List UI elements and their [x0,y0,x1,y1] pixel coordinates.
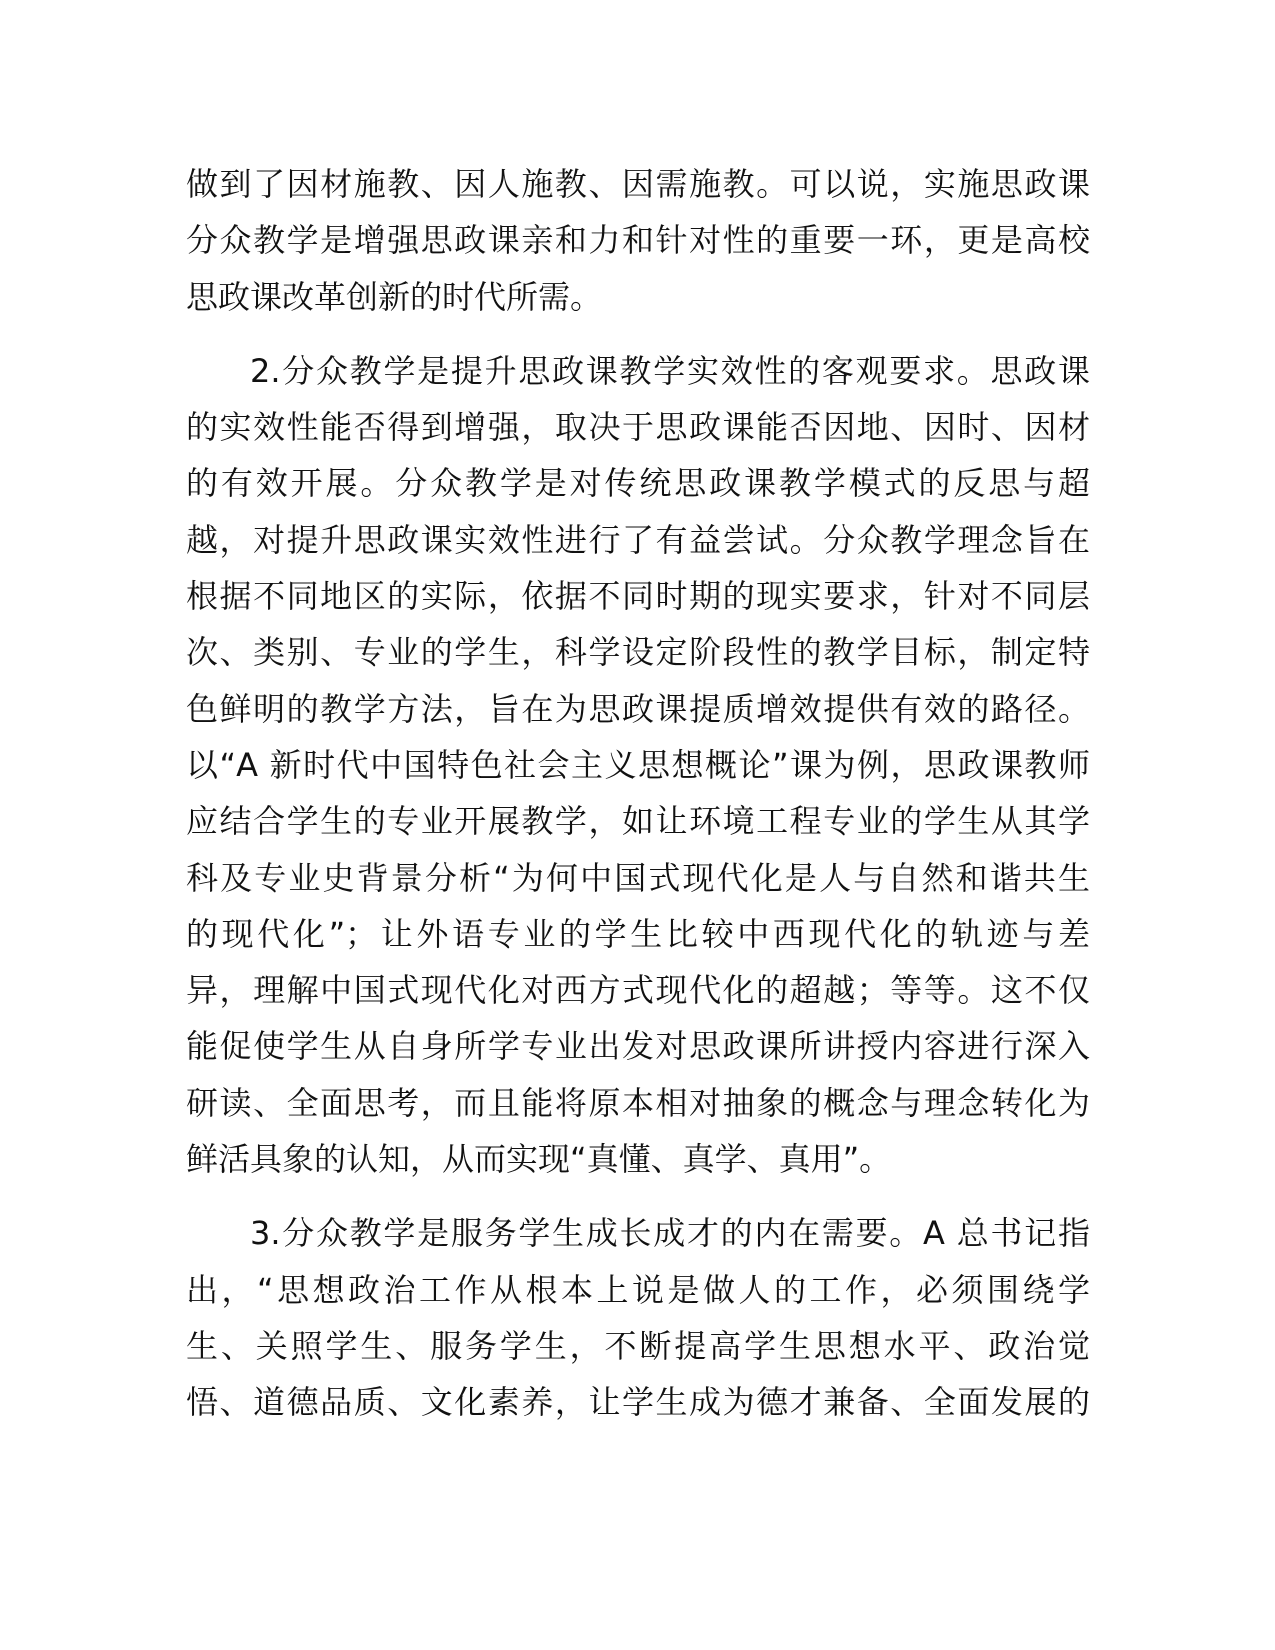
text-line: 应结合学生的专业开展教学，如让环境工程专业的学生从其学 [186,802,1090,841]
text-line: 异，理解中国式现代化对西方式现代化的超越；等等。这不仅 [186,971,1090,1010]
text-line: 根据不同地区的实际，依据不同时期的现实要求，针对不同层 [186,577,1090,616]
body-text [186,156,1090,1431]
text-line: 悟、道德品质、文化素养，让学生成为德才兼备、全面发展的 [186,1383,1090,1422]
text-line: 能促使学生从自身所学专业出发对思政课所讲授内容进行深入 [186,1027,1090,1066]
text-line: 思政课改革创新的时代所需。 [186,277,603,316]
text-line: 的有效开展。分众教学是对传统思政课教学模式的反思与超 [186,464,1090,503]
text-line: 科及专业史背景分析“为何中国式现代化是人与自然和谐共生 [186,858,1090,897]
text-line: 的实效性能否得到增强，取决于思政课能否因地、因时、因材 [186,408,1090,447]
text-line: 生、关照学生、服务学生，不断提高学生思想水平、政治觉 [186,1326,1090,1365]
paragraph-3 [186,1205,1090,1430]
paragraph-2 [186,343,1090,1187]
text-line: 以“A 新时代中国特色社会主义思想概论”课为例，思政课教师 [186,745,1090,784]
text-line: 3.分众教学是服务学生成长成才的内在需要。A 总书记指 [250,1214,1090,1253]
text-line: 的现代化”；让外语专业的学生比较中西现代化的轨迹与差 [186,914,1090,953]
text-line: 做到了因材施教、因人施教、因需施教。可以说，实施思政课 [186,165,1090,203]
text-line: 出，“思想政治工作从根本上说是做人的工作，必须围绕学 [186,1270,1090,1309]
text-line: 分众教学是增强思政课亲和力和针对性的重要一环，更是高校 [186,221,1090,260]
text-line: 鲜活具象的认知，从而实现“真懂、真学、真用”。 [186,1140,892,1179]
text-line: 次、类别、专业的学生，科学设定阶段性的教学目标，制定特 [186,633,1090,672]
text-line: 研读、全面思考，而且能将原本相对抽象的概念与理念转化为 [186,1083,1090,1122]
text-line: 2.分众教学是提升思政课教学实效性的客观要求。思政课 [250,351,1090,390]
paragraph-1 [186,156,1090,325]
text-line: 越，对提升思政课实效性进行了有益尝试。分众教学理念旨在 [186,520,1090,559]
text-line: 色鲜明的教学方法，旨在为思政课提质增效提供有效的路径。 [186,689,1090,728]
